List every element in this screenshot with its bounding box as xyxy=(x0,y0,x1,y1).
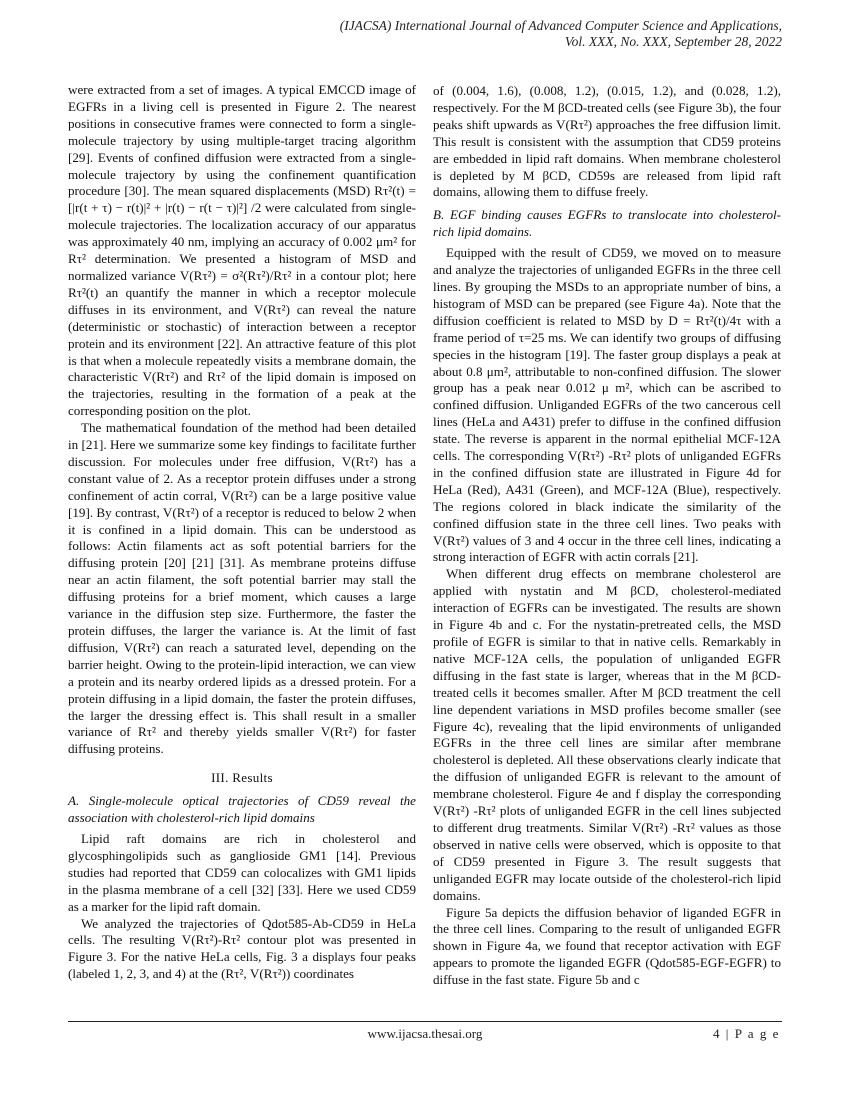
journal-title: (IJACSA) International Journal of Advanced Computer Science and Applications, xyxy=(339,18,782,33)
footer-divider xyxy=(68,1021,782,1022)
section-heading-results: III. Results xyxy=(211,770,273,786)
footer-url[interactable]: www.ijacsa.thesai.org xyxy=(367,1026,483,1041)
right-column xyxy=(433,83,781,989)
left-paragraph-1: were extracted from a set of images. A typical EMCCD image of EGFRs in a living cell is presented in Figure 2. The nearest positions in consecutive frames were connected to form a single-molecule trajectory by using multiple-target tracing algorithm [29]. Events of confined diffusion were extracted from a single-molecule trajectory by using the confinement quantification procedure [30]. The mean squared displacements (MSD) Rτ²(t) = [|r(t + τ) − r(t)|² + |r(t) − r(t − τ)|²] /2 were calculated from single-molecule trajectories. The localization accuracy of our apparatus was approximately 40 nm, implying an accuracy of 0.002 μm² for Rτ² determination. We presented a histogram of MSD and normalized variance V(Rτ²) = σ²(Rτ²)/Rτ² in a contour plot; here Rτ²(t) an quantify the manner in which a receptor molecule diffuses in its environment, and V(Rτ²) can reveal the nature (deterministic or stochastic) of interaction between a receptor protein and its environment [22]. An attractive feature of this plot is that when a molecule repeatedly visits a membrane domain, the characteristic V(Rτ²) and Rτ² of the lipid domain is imposed on the trajectories, resulting in the formation of a peak at the corresponding position on the plot. xyxy=(68,82,416,419)
subsection-heading-b: B. EGF binding causes EGFRs to translocate into cholesterol-rich lipid domains. xyxy=(433,207,781,240)
left-paragraph-2: The mathematical foundation of the method had been detailed in [21]. Here we summarize some key findings to facilitate further discussion. For molecules under free diffusion, V(Rτ²) has a constant value of 2. As a receptor protein diffuses under a strong confinement of actin corral, V(Rτ²) can be a large positive value [19]. By contrast, V(Rτ²) of a receptor is reduced to below 2 when it is confined in a lipid domain. This can be understood as follows: Actin filaments act as soft potential barriers for the diffusing protein [20] [21] [31]. As membrane proteins diffuse near an actin filament, the soft potential barrier may stall the diffusing proteins for a brief moment, which causes a large variance in the diffusion step size. Furthermore, the faster the protein diffuses, the larger the variance is. At the limit of fast diffusion, V(Rτ²) can reach a saturated level, depending on the barrier height. Owing to the protein-lipid interaction, we can view a protein and its nearby ordered lipids as a dressed protein. For a protein diffusing in a lipid domain, the faster the protein diffuses, the larger the dressing effect is. This shall result in a smaller variance of Rτ² and thereby yields smaller V(Rτ²) for faster diffusing proteins. xyxy=(68,420,416,757)
right-paragraph-3: When different drug effects on membrane cholesterol are applied with nystatin and M βCD, cholesterol-mediated interaction of EGFRs can be investigated. The results are shown in Figure 4b and c. For the nystatin-pretreated cells, the MSD profile of EGFR is similar to that in native cells. Remarkably in native MCF-12A cells, the population of unliganded EGFR diffusing in the fast state is larger, whereas that in the M βCD-treated cells it becomes smaller. After M βCD treatment the cell line dependent variations in MSD profiles become smaller (see Figure 4c), revealing that the lipid environments of unliganded EGFRs in the three cell lines are similar after membrane cholesterol is depleted. All these observations clearly indicate that the diffusion of unliganded EGFR is relevant to the amount of membrane cholesterol. Figure 4e and f display the corresponding V(Rτ²) -Rτ² plots of unliganded EGFR in the cell lines subjected to different drug treatments. Similar V(Rτ²) -Rτ² values as those observed in native cells were observed, which is opposite to that of CD59 presented in Figure 3. The result suggests that unliganded EGFR may locate outside of the cholesterol-rich lipid domains. xyxy=(433,566,781,903)
journal-issue: Vol. XXX, No. XXX, September 28, 2022 xyxy=(564,34,782,49)
right-paragraph-1: of (0.004, 1.6), (0.008, 1.2), (0.015, 1.2), and (0.028, 1.2), respectively. For the M βCD-treated cells (see Figure 3b), the four peaks shift upwards as V(Rτ²) approaches the free diffusion limit. This result is consistent with the assumption that CD59 proteins are embedded in lipid raft domains. When membrane cholesterol is depleted by M βCD, CD59s are released from lipid raft domains, allowing them to diffuse freely. xyxy=(433,83,781,200)
subsection-heading-a: A. Single-molecule optical trajectories of CD59 reveal the association with cholesterol-rich lipid domains xyxy=(68,793,416,826)
left-paragraph-3: Lipid raft domains are rich in cholesterol and glycosphingolipids such as ganglioside GM1 [14]. Previous studies had reported that CD59 can colocalizes with GM1 lipids in the plasma membrane of a cell [32] [33]. Here we used CD59 as a marker for the lipid raft domain. xyxy=(68,830,416,914)
left-column xyxy=(68,82,416,983)
left-paragraph-4: We analyzed the trajectories of Qdot585-Ab-CD59 in HeLa cells. The resulting V(Rτ²)-Rτ² contour plot was presented in Figure 3. For the native HeLa cells, Fig. 3 a displays four peaks (labeled 1, 2, 3, and 4) at the (Rτ², V(Rτ²)) coordinates xyxy=(68,915,416,982)
right-paragraph-2: Equipped with the result of CD59, we moved on to measure and analyze the trajectories of unliganded EGFRs in the three cell lines. By grouping the MSDs to an appropriate number of bins, a histogram of MSD can be prepared (see Figure 4a). Note that the diffusion coefficient is related to MSD by D = Rτ²(t)/4τ with a frame period of τ=25 ms. We can identify two groups of diffusing species in the histogram [19]. The faster group displays a peak at about 0.8 μm², attributable to non-confined diffusion. The slower group has a peak near 0.012 μ m², which can be ascribed to confined diffusion. Unliganded EGFRs of the two cancerous cell lines (HeLa and A431) prefer to diffuse in the confined diffusion state. The reverse is apparent in the normal epithelial MCF-12A cells. The corresponding V(Rτ²) -Rτ² plots of unliganded EGFRs in the confined diffusion state are illustrated in Figure 4d for HeLa (Red), A431 (Green), and MCF-12A (Blue), respectively. The regions colored in black indicate the similarity of the confined diffusion state in the three cell lines. Two peaks with V(Rτ²) values of 3 and 4 occur in the three cell lines, indicating a strong interaction of EGFR with actin corrals [21]. xyxy=(433,245,781,565)
right-paragraph-4: Figure 5a depicts the diffusion behavior of liganded EGFR in the three cell lines. Comparing to the result of unliganded EGFR shown in Figure 4a, we found that receptor activation with EGF appears to promote the liganded EGFR (Qdot585-EGF-EGFR) to diffuse in the fast state. Figure 5b and c xyxy=(433,904,781,988)
journal-header xyxy=(340,18,782,50)
page-number: 4 | P a g e xyxy=(712,1026,780,1041)
